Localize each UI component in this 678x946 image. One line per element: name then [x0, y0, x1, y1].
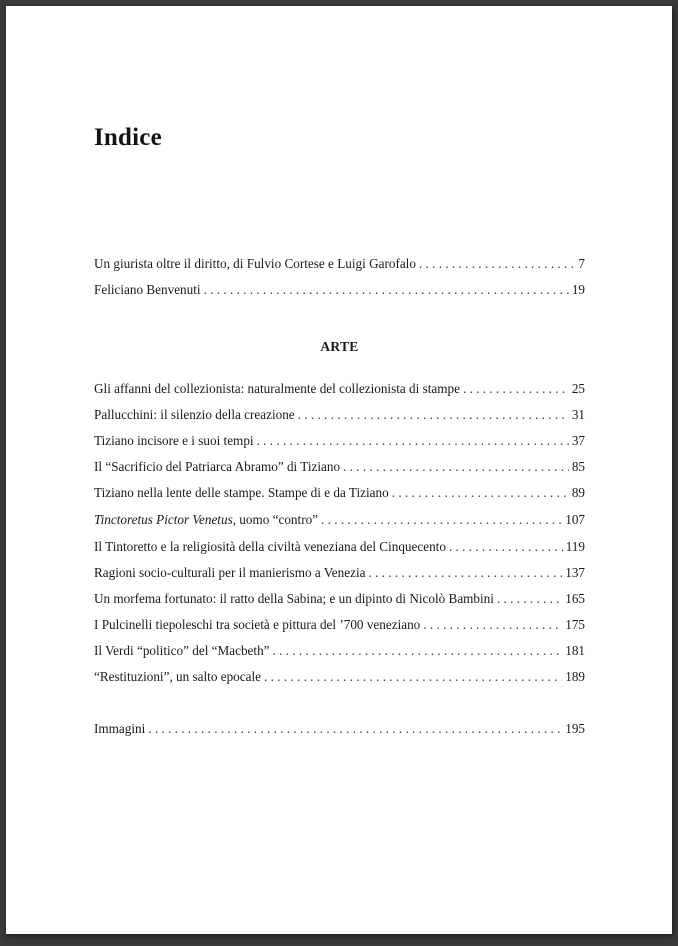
toc-entry-page: 19 — [571, 282, 585, 297]
toc-entry — [94, 539, 585, 555]
toc-entry-label: Pallucchini: il silenzio della creazione — [94, 407, 295, 422]
toc-entry-label: Il Tintoretto e la religiosità della civiltà veneziana del Cinquecento — [94, 539, 446, 554]
toc-entry-page: 89 — [571, 485, 585, 500]
toc-entry-label: “Restituzioni”, un salto epocale — [94, 669, 261, 684]
toc-entry — [94, 459, 585, 475]
toc-entry — [94, 433, 585, 449]
toc-entry — [94, 721, 585, 737]
toc-entry-page: 181 — [565, 643, 585, 658]
dot-leader — [419, 256, 575, 272]
dot-leader — [497, 591, 562, 607]
toc-entry-label: Il Verdi “politico” del “Macbeth” — [94, 643, 270, 658]
toc-entry-label: Tiziano nella lente delle stampe. Stampe di e da Tiziano — [94, 485, 389, 500]
toc-entry-page: 31 — [571, 407, 585, 422]
toc-entry — [94, 407, 585, 423]
toc-entry-label: Un morfema fortunato: il ratto della Sabina; e un dipinto di Nicolò Bambini — [94, 591, 494, 606]
toc-entry-page: 165 — [565, 591, 585, 606]
dot-leader — [449, 539, 563, 555]
toc-entry — [94, 669, 585, 685]
toc-entry — [94, 643, 585, 659]
toc-entry-label-rest: , uomo “contro” — [232, 512, 319, 527]
page-title: Indice — [94, 124, 162, 151]
toc-entry-label: Un giurista oltre il diritto, di Fulvio Cortese e Luigi Garofalo — [94, 256, 416, 271]
toc-entry-page: 189 — [565, 669, 585, 684]
toc-entry — [94, 565, 585, 581]
toc-entry-label-italic: Tinctoretus Pictor Venetus — [94, 512, 233, 527]
toc-entry — [94, 591, 585, 607]
toc-entry-label — [94, 512, 318, 528]
toc-entry — [94, 381, 585, 397]
toc-entry-label: Feliciano Benvenuti — [94, 282, 201, 297]
dot-leader — [321, 512, 562, 528]
document-page — [6, 6, 672, 934]
toc-entry-label: Gli affanni del collezionista: naturalmente del collezionista di stampe — [94, 381, 460, 396]
toc-entry-page: 107 — [565, 512, 585, 527]
toc-entry-page: 25 — [571, 381, 585, 396]
dot-leader — [264, 669, 562, 685]
toc-entry-page: 85 — [571, 459, 585, 474]
toc-entry — [94, 512, 585, 528]
dot-leader — [257, 433, 569, 449]
toc-entry-label: Il “Sacrificio del Patriarca Abramo” di Tiziano — [94, 459, 341, 474]
dot-leader — [368, 565, 562, 581]
toc-entry-page: 119 — [565, 539, 585, 554]
dot-leader — [148, 721, 562, 737]
section-heading: ARTE — [320, 339, 359, 354]
dot-leader — [343, 459, 569, 475]
toc-entry — [94, 256, 585, 272]
dot-leader — [204, 282, 569, 298]
dot-leader — [273, 643, 563, 659]
toc-entry-label: Ragioni socio-culturali per il manierismo a Venezia — [94, 565, 366, 580]
toc-entry-page: 195 — [565, 721, 585, 736]
toc-entry-page: 175 — [565, 617, 585, 632]
dot-leader — [463, 381, 569, 397]
toc-entry-label: Immagini — [94, 721, 146, 736]
toc-entry-page: 7 — [578, 256, 585, 271]
dot-leader — [423, 617, 562, 633]
toc-entry — [94, 485, 585, 501]
toc-entry-label: I Pulcinelli tiepoleschi tra società e pittura del ’700 veneziano — [94, 617, 421, 632]
toc-entry-page: 137 — [565, 565, 585, 580]
toc-entry-label: Tiziano incisore e i suoi tempi — [94, 433, 254, 448]
dot-leader — [392, 485, 569, 501]
toc-entry-page: 37 — [571, 433, 585, 448]
toc-entry — [94, 617, 585, 633]
toc-entry — [94, 282, 585, 298]
dot-leader — [298, 407, 569, 423]
